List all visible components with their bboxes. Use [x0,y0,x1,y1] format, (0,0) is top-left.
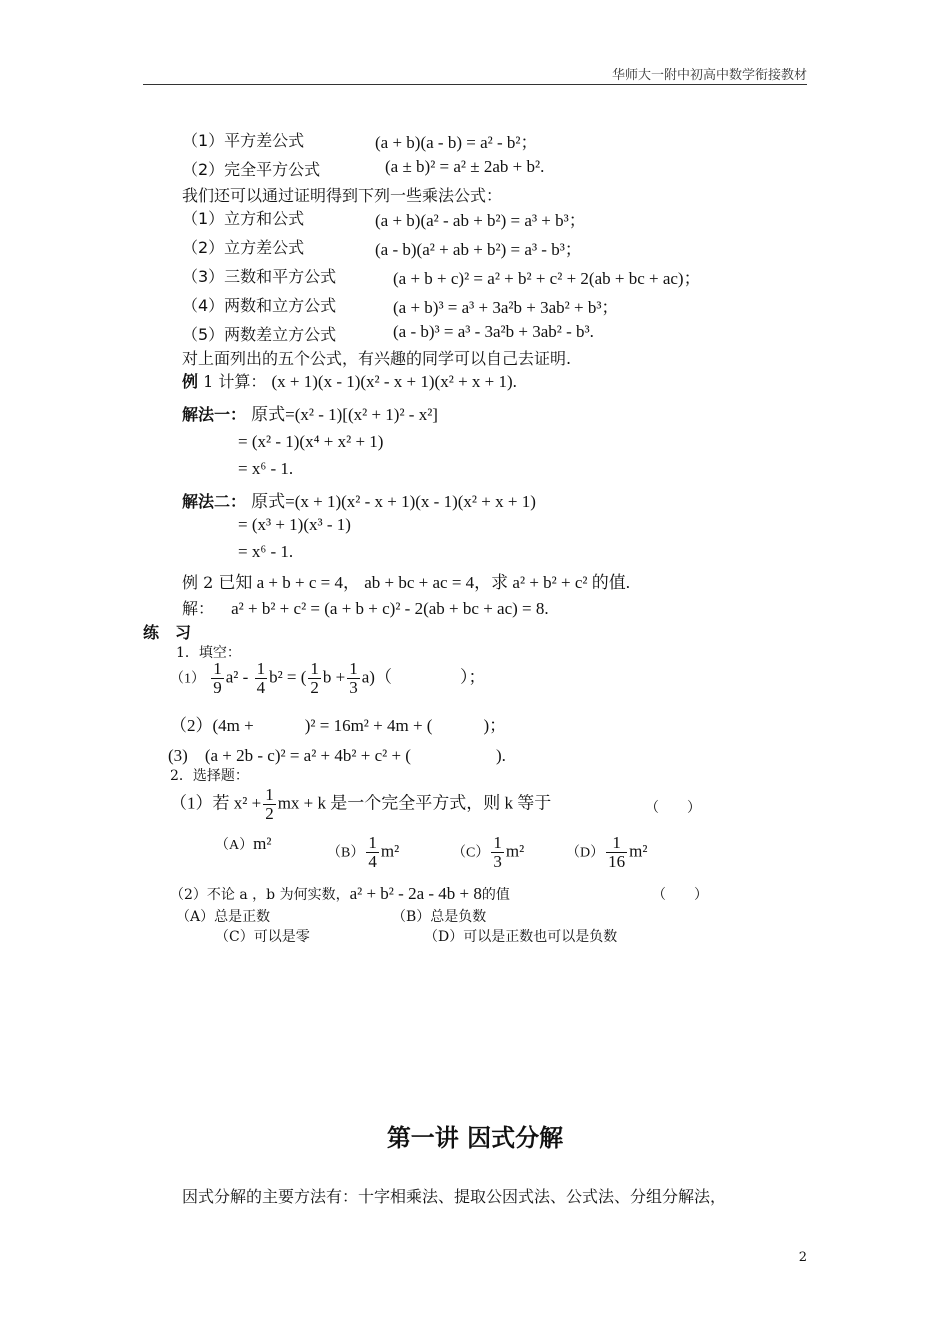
option-a: （A）总是正数 [176,909,271,925]
example-label: 例 [182,573,199,592]
example-expr: (x + 1)(x - 1)(x² - x + 1)(x² + x + 1). [271,372,517,391]
denominator: 3 [349,678,358,697]
example2-solution [182,596,549,619]
solution-step: 原式=(x² - 1)[(x² + 1)² - x²] [251,405,438,424]
fill-blank-3: (3) (a + 2b - c)² = a² + 4b² + c² + ( ). [168,746,506,765]
example-label: 例 [182,372,199,391]
question-text: （1）若 x² + [170,793,262,813]
choice-question-2 [170,884,510,904]
denominator: 3 [493,852,502,871]
formula-expr: (a ± b)² = a² ± 2ab + b². [385,157,545,176]
formula-expr: (a + b)³ = a³ + 3a²b + 3ab² + b³； [393,298,619,317]
formula-expr: (a + b)(a - b) = a² - b²； [375,133,538,152]
solution-step: = (x³ + 1)(x³ - 1) [238,515,351,534]
example2-line [182,568,630,593]
option-d [566,834,647,871]
example-number: 2 [203,573,214,592]
page-number: 2 [798,1250,807,1265]
fill-blank-2: （2）(4m + )² = 16m² + 4m + ( )； [170,716,507,735]
solution-label: 解法一： [182,405,247,424]
question-expr: a² + b² - 2a - 4b + 8 [349,884,482,903]
solution-step: = x⁶ - 1. [238,542,294,561]
option-d: （D）可以是正数也可以是负数 [424,929,618,945]
fraction [347,660,360,697]
header-title: 华师大一附中初高中数学衔接教材 [611,68,807,83]
fraction [366,834,379,871]
question-text: 的值 [481,887,510,903]
solution2-line [182,487,536,512]
option-label: （D） [566,845,605,861]
fraction [263,786,276,823]
fraction [606,834,627,871]
option-expr: m² [253,834,272,853]
formula-label: （3）三数和平方公式 [182,267,337,286]
formula-label: （1）平方差公式 [182,131,305,150]
numerator: 1 [368,833,377,852]
fill-blank-1 [170,660,485,697]
denominator: 16 [608,852,626,871]
question-text: （2）不论 a ，b 为何实数， [170,887,350,903]
question-index: （1） [170,671,205,687]
fraction [308,660,321,697]
formula-expr: (a - b)(a² + ab + b²) = a³ - b³； [375,240,582,259]
exercise-heading: 练 习 [143,623,192,642]
option-label: （A） [215,838,254,853]
option-expr: m² [629,841,648,861]
denominator: 2 [265,804,274,823]
formula-expr: (a - b)³ = a³ - 3a²b + 3ab² - b³. [393,322,594,341]
numerator: 1 [493,833,502,852]
denominator: 4 [368,852,377,871]
example-number: 1 [203,372,214,391]
note-text: 对上面列出的五个公式，有兴趣的同学可以自己去证明. [182,349,572,368]
formula-label: （4）两数和立方公式 [182,296,337,315]
denominator: 9 [213,678,222,697]
intro-text: 我们还可以通过证明得到下列一些乘法公式： [182,186,503,205]
solution-step: 原式=(x + 1)(x² - x + 1)(x - 1)(x² + x + 1) [251,492,536,511]
solution1-line [182,400,438,425]
numerator: 1 [310,659,319,678]
formula-label: （2）完全平方公式 [182,160,321,179]
formula-expr: (a + b + c)² = a² + b² + c² + 2(ab + bc + ac)； [393,269,701,288]
expr-part: a² - [225,667,249,687]
solution-label: 解： [182,599,215,618]
option-expr: m² [380,841,400,861]
solution-step: = (x² - 1)(x⁴ + x² + 1) [238,432,384,451]
question-text: mx + k 是一个完全平方式，则 k 等于 [277,793,552,813]
answer-paren: （ ） [645,800,701,816]
section-text: 因式分解的主要方法有：十字相乘法、提取公因式法、公式法、分组分解法， [182,1187,727,1206]
expr-part: a)（ ）； [361,667,486,687]
numerator: 1 [213,659,222,678]
numerator: 1 [606,834,627,853]
option-expr: m² [505,841,525,861]
option-label: （C） [452,845,490,861]
solution-step: = x⁶ - 1. [238,459,294,478]
denominator: 4 [256,678,266,697]
section-title: 第一讲 因式分解 [386,1123,564,1152]
solution-step: a² + b² + c² = (a + b + c)² - 2(ab + bc + ac) = 8. [231,599,549,618]
formula-label: （1）立方和公式 [182,209,305,228]
formula-expr: (a + b)(a² - ab + b²) = a³ + b³； [375,211,586,230]
answer-paren: （ ） [652,887,708,903]
option-b [327,834,399,871]
option-c [452,834,524,871]
choice-question-1 [170,786,551,823]
fraction [255,660,268,697]
numerator: 1 [265,785,274,804]
question-title: 2．选择题： [170,768,249,784]
denominator: 2 [310,678,319,697]
expr-part: b² = ( [269,667,307,687]
option-label: （B） [327,845,365,861]
numerator: 1 [349,659,358,678]
example-text: 计算： [218,372,267,391]
option-c: （C）可以是零 [215,929,310,945]
formula-label: （5）两数差立方公式 [182,325,337,344]
numerator: 1 [256,659,266,678]
example-text: 已知 a + b + c = 4， ab + bc + ac = 4，求 a² + b² + c² 的值. [218,573,630,592]
option-b: （B）总是负数 [392,909,487,925]
solution-label: 解法二： [182,492,247,511]
question-title: 1．填空： [176,645,241,661]
expr-part: b + [322,667,346,687]
example1-line [182,369,517,392]
option-a [215,834,271,854]
fraction [491,834,504,871]
header-rule [143,84,807,85]
formula-label: （2）立方差公式 [182,238,305,257]
fraction [211,660,224,697]
